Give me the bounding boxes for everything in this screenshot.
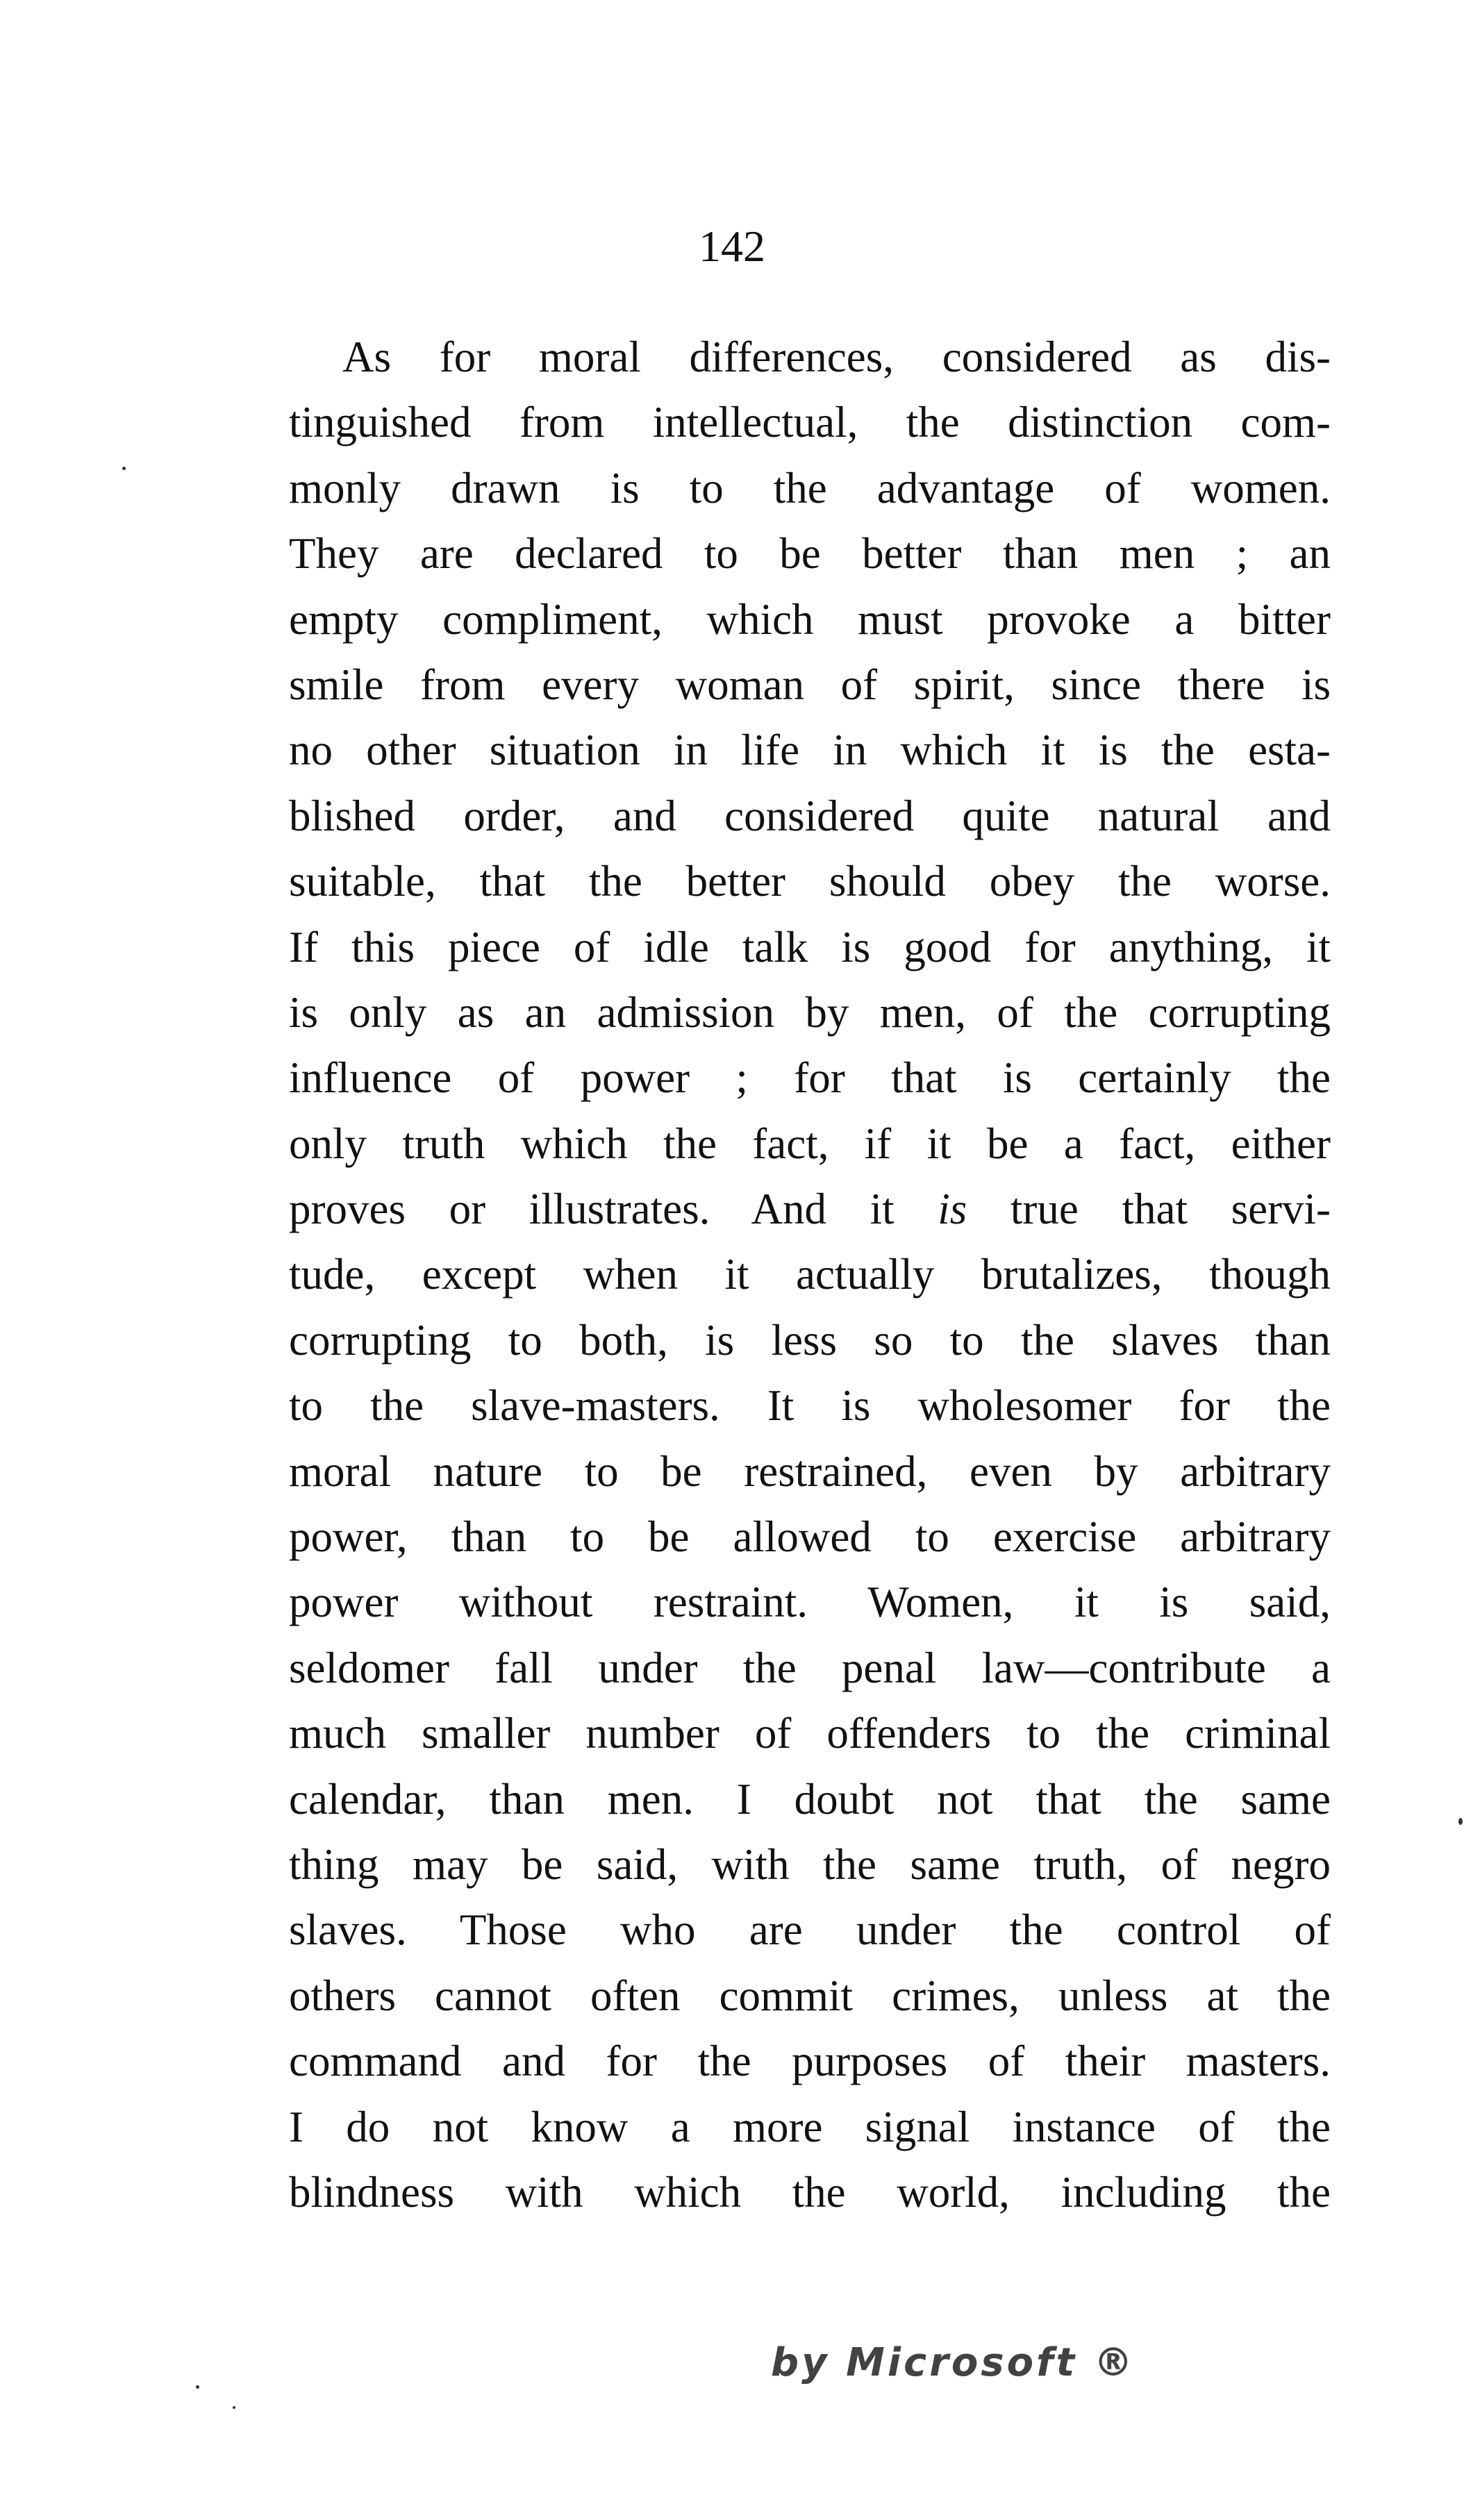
text-line: calendar, than men. I doubt not that the same	[289, 1774, 1331, 1824]
text-line: As for moral differences, considered as dis-	[342, 333, 1331, 381]
text-line: tude, except when it actually brutalizes, though	[289, 1250, 1331, 1299]
text-line: much smaller number of offenders to the criminal	[289, 1709, 1331, 1758]
page-number: 142	[699, 222, 765, 271]
text-line: moral nature to be restrained, even by arbitrary	[289, 1446, 1331, 1496]
text-line: blished order, and considered quite natural and	[289, 791, 1331, 840]
text-line: smile from every woman of spirit, since there is	[289, 660, 1331, 709]
text-line: to the slave-masters. It is wholesomer for the	[289, 1381, 1331, 1430]
text-line: corrupting to both, is less so to the slaves than	[289, 1315, 1331, 1365]
speck	[233, 2406, 235, 2409]
text-line: command and for the purposes of their masters.	[289, 2037, 1331, 2086]
speck	[196, 2385, 199, 2389]
text-line: I do not know a more signal instance of the	[289, 2102, 1331, 2151]
speck	[1458, 1818, 1463, 1825]
text-line	[289, 1176, 1331, 1242]
text-line: others cannot often commit crimes, unless at the	[289, 1971, 1331, 2020]
text-line: influence of power ; for that is certainly the	[289, 1053, 1331, 1103]
digitization-watermark: by Microsoft ®	[771, 2340, 1136, 2385]
text-segment-after: true that servi-	[967, 1185, 1331, 1234]
text-segment-before: proves or illustrates. And it	[289, 1185, 938, 1234]
text-line: no other situation in life in which it is the esta-	[289, 726, 1331, 775]
text-line: seldomer fall under the penal law—contribute a	[289, 1643, 1331, 1692]
text-line: empty compliment, which must provoke a bitter	[289, 594, 1331, 644]
text-line: They are declared to be better than men ; an	[289, 529, 1331, 578]
body-text	[289, 324, 1331, 2225]
text-segment-italic: is	[938, 1185, 967, 1234]
text-line: is only as an admission by men, of the corrupting	[289, 987, 1331, 1037]
text-line: suitable, that the better should obey the worse.	[289, 857, 1331, 906]
text-line: monly drawn is to the advantage of women.	[289, 463, 1331, 512]
text-line: tinguished from intellectual, the distinction com-	[289, 398, 1331, 447]
text-line: only truth which the fact, if it be a fact, either	[289, 1119, 1331, 1168]
speck	[122, 467, 126, 470]
text-line: slaves. Those who are under the control of	[289, 1905, 1331, 1955]
text-line: thing may be said, with the same truth, of negro	[289, 1839, 1331, 1889]
text-line: power, than to be allowed to exercise arbitrary	[289, 1512, 1331, 1562]
text-line: blindness with which the world, including the	[289, 2167, 1331, 2217]
text-line: power without restraint. Women, it is said,	[289, 1578, 1331, 1627]
text-line: If this piece of idle talk is good for anything, it	[289, 922, 1331, 971]
